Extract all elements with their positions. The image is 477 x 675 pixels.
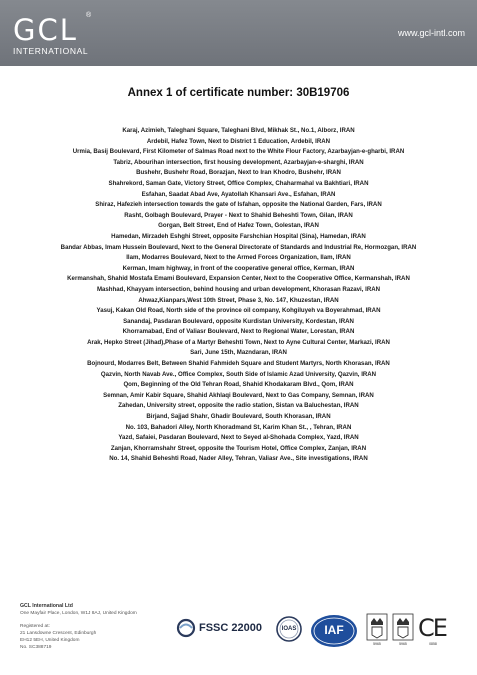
address-item: Gorgan, Belt Street, End of Hafez Town, Golestan, IRAN	[158, 222, 319, 230]
footer-company-name: GCL International Ltd	[20, 603, 73, 609]
annex-title: Annex 1 of certificate number: 30B19706	[127, 87, 350, 99]
ukas-code: 5965	[373, 642, 381, 646]
address-item: Tabriz, Abourihan intersection, first housing development, Azarbayjan-e-sharghi, IRAN	[113, 158, 364, 166]
gcl-logo-subtitle: INTERNATIONAL	[13, 46, 89, 56]
address-item: Yazd, Safaiei, Pasdaran Boulevard, Next to Seyed al-Shohada Complex, Yazd, IRAN	[118, 434, 359, 442]
ioas-logo-text: IOAS	[281, 626, 297, 632]
footer-registered-line: EH12 5EH, United Kingdom	[20, 638, 80, 643]
address-item: Ahwaz,Kianpars,West 10th Street, Phase 3, No. 147, Khuzestan, IRAN	[138, 296, 339, 304]
address-item: No. 103, Bahadori Alley, North Khoradmand St, Karim Khan St., , Tehran, IRAN	[125, 423, 352, 431]
address-item: Qazvin, North Navab Ave., Office Complex, South Side of Islamic Azad University, Qazvin, IRAN	[100, 370, 377, 378]
address-item: Urmia, Basij Boulevard, First Kilometer of Salmas Road next to the White Flour Factory, Azarbayjan-e-gharbi, IRAN	[72, 148, 405, 156]
ce-mark: CE	[418, 614, 446, 642]
gcl-logo: GCL	[13, 13, 78, 47]
address-item: Ardebil, Hafez Town, Next to District 1 Education, Ardebil, IRAN	[146, 137, 331, 145]
address-item: No. 14, Shahid Beheshti Road, Nader Alley, Tehran, Valiasr Ave., Site investigations, IRAN	[109, 455, 368, 463]
footer-registered-line: 21 Lansdowne Crescent, Edinburgh	[20, 631, 97, 636]
address-item: Bushehr, Bushehr Road, Borazjan, Next to Iran Khodro, Bushehr, IRAN	[136, 169, 341, 177]
ce-notified-body-code: 0858	[429, 642, 437, 646]
address-item: Sari, June 15th, Mazndaran, IRAN	[190, 349, 287, 357]
address-item: Yasuj, Kakan Old Road, North side of the province oil company, Kohgiluyeh va Boyerahmad, IRAN	[96, 307, 381, 315]
address-item: Zanjan, Khorramshahr Street, opposite the Tourism Hotel, Office Complex, Zanjan, IRAN	[110, 444, 367, 452]
address-item: Ilam, Modarres Boulevard, Next to the Armed Forces Organization, Ilam, IRAN	[126, 254, 351, 262]
address-item: Bandar Abbas, Imam Hussein Boulevard, Next to the General Directorate of Standards and Industrial Re, Hormozgan, IRAN	[60, 243, 417, 251]
iaf-logo-text: IAF	[324, 623, 344, 637]
address-item: Shahrekord, Saman Gate, Victory Street, Office Complex, Chaharmahal va Bakhtiari, IRAN	[108, 179, 369, 187]
address-item: Kermanshah, Shahid Mostafa Emami Boulevard, Expansion Center, Next to the Cooperative Office, Kermanshah, IRAN	[67, 275, 410, 283]
address-item: Shiraz, Hafezieh intersection towards the gate of Isfahan, opposite the National Garden, Fars, IRAN	[95, 201, 382, 209]
address-item: Qom, Beginning of the Old Tehran Road, Shahid Khodakaram Blvd., Qom, IRAN	[123, 381, 354, 389]
address-item: Semnan, Amir Kabir Square, Shahid Akhlaqi Boulevard, Next to Gas Company, Semnan, IRAN	[103, 391, 374, 399]
fssc-logo-text: FSSC 22000	[199, 622, 262, 634]
registered-mark: ®	[86, 12, 92, 19]
ukas-code: 5965	[399, 642, 407, 646]
address-list	[20, 127, 457, 466]
footer-address-line: One Mayfair Place, London, W1J 8AJ, United Kingdom	[20, 611, 137, 616]
header-banner	[0, 0, 477, 66]
address-item: Mashhad, Khayyam intersection, behind housing and urban development, Khorasan Razavi, IRAN	[96, 285, 381, 293]
address-item: Arak, Hepko Street (Jihad),Phase of a Martyr Beheshti Town, Next to Ayne Cultural Center, Markazi, IRAN	[87, 338, 390, 346]
website-url[interactable]: www.gcl-intl.com	[397, 28, 465, 38]
footer-registered-label: Registered at:	[20, 624, 50, 629]
address-item: Esfahan, Saadat Abad Ave, Ayatollah Khansari Ave., Esfahan, IRAN	[141, 190, 336, 198]
address-item: Bojnourd, Modarres Belt, Between Shahid Fahmideh Square and Student Martyrs, North Khorasan, IRAN	[87, 360, 390, 368]
address-item: Rasht, Golbagh Boulevard, Prayer - Next to Shahid Beheshti Town, Gilan, IRAN	[124, 211, 353, 219]
address-item: Zahedan, University street, opposite the radio station, Sistan va Baluchestan, IRAN	[118, 402, 359, 410]
footer-company-number: No. SC388719	[20, 645, 52, 650]
address-item: Birjand, Sajjad Shahr, Ghadir Boulevard, South Khorasan, IRAN	[146, 413, 331, 421]
address-item: Hamedan, Mirzadeh Eshghi Street, opposite Farshchian Hospital (Sina), Hamedan, IRAN	[111, 232, 366, 240]
address-item: Karaj, Azimieh, Taleghani Square, Taleghani Blvd, Mikhak St., No.1, Alborz, IRAN	[122, 127, 355, 134]
address-item: Kerman, Imam highway, in front of the cooperative general office, Kerman, IRAN	[122, 264, 355, 272]
address-item: Sanandaj, Pasdaran Boulevard, opposite Kurdistan University, Kordestan, IRAN	[123, 317, 354, 325]
address-item: Khorramabad, End of Valiasr Boulevard, Next to Regional Water, Lorestan, IRAN	[122, 328, 355, 336]
fssc-swirl-icon	[176, 618, 196, 638]
